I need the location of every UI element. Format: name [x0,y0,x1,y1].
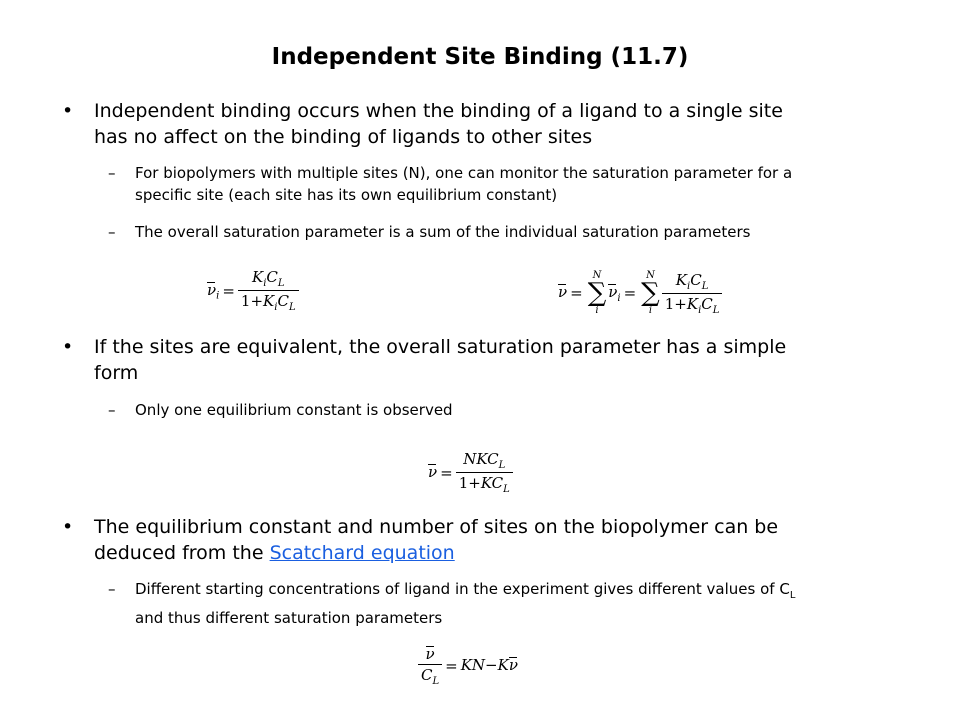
sub-bullet-2-1-line1: Only one equilibrium constant is observed [135,401,453,419]
sub-bullet-3-1 [108,578,935,629]
bullet-2-line1: If the sites are equivalent, the overall saturation parameter has a simple [94,336,787,358]
bullet-3-line1: The equilibrium constant and number of sites on the biopolymer can be [94,516,779,538]
sub-bullet-dash: – [108,401,116,419]
sub-bullet-dash: – [108,580,116,598]
bullet-dot: • [62,516,74,538]
slide-title: Independent Site Binding (11.7) [271,44,689,70]
sub-bullet-2-1 [108,399,925,421]
bullet-3-line2 [94,540,924,566]
bullet-1-line1: Independent binding occurs when the binding of a ligand to a single site [94,100,783,122]
subscript-l: L [789,590,796,601]
bullet-3-line2-text: deduced from the [94,542,270,564]
sub-bullet-3-1-text: Different starting concentrations of ligand in the experiment gives different values of C [135,580,790,598]
bullet-1-line2: has no affect on the binding of ligands to other sites [94,126,593,148]
bullet-dot: • [62,336,74,358]
equation-site-saturation: $\nu_i$ = $\frac{K_iC_L}{1+K_iC_L}$ [207,268,299,313]
sub-bullet-1-2-line1: The overall saturation parameter is a sum of the individual saturation parameters [135,223,751,241]
scatchard-equation-link[interactable]: Scatchard equation [269,542,455,564]
sub-bullet-1-1-line1: For biopolymers with multiple sites (N), one can monitor the saturation parameter for a [135,164,793,182]
sub-bullet-3-1-line2: and thus different saturation parameters [135,609,443,627]
sub-bullet-dash: – [108,223,116,241]
bullet-1 [62,98,914,150]
equation-overall-sum: ν =N ∑ $i\nu_i =N$ ∑ i $\frac{K_iC_L}{1+K_iC_L}$ [558,270,722,316]
bullet-2-line2: form [94,362,139,384]
bullet-3 [62,514,924,566]
sub-bullet-3-1-line1 [135,578,935,607]
bullet-2 [62,334,914,386]
sub-bullet-1-1 [108,162,925,206]
sub-bullet-1-2 [108,221,925,243]
bullet-dot: • [62,100,74,122]
equation-scatchard: $\frac{\nu}{C_L}$ = KN−Kν [418,645,518,687]
equation-equivalent-sites: ν = $\frac{NKC_L}{1+KC_L}$ [428,450,513,495]
sub-bullet-dash: – [108,164,116,182]
sub-bullet-1-1-line2: specific site (each site has its own equilibrium constant) [135,186,558,204]
